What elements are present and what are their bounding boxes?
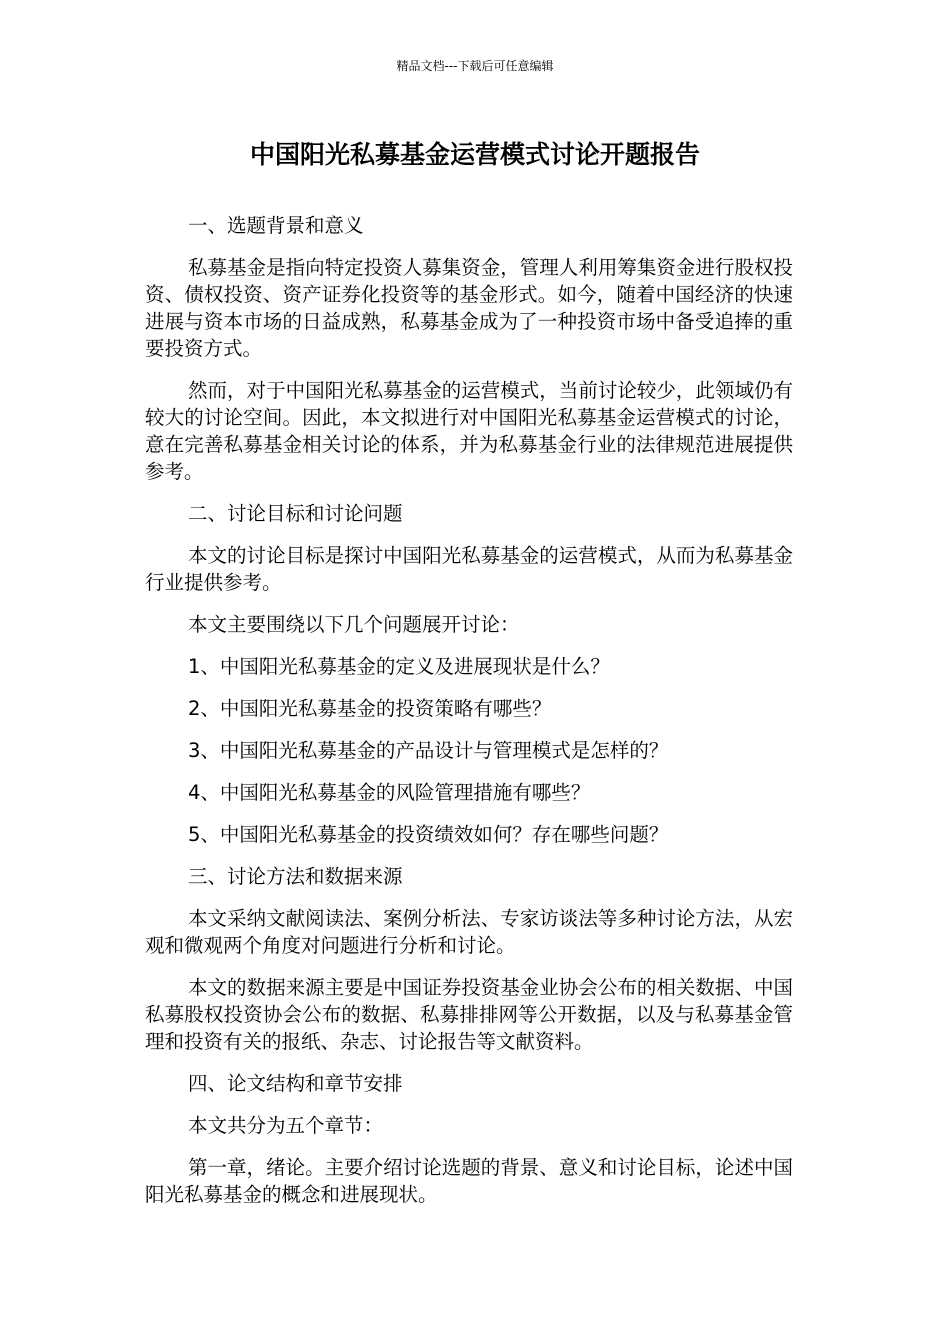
paragraph-methods-2: 本文的数据来源主要是中国证券投资基金业协会公布的相关数据、中国私募股权投资协会公布的数据、私募排排网等公开数据，以及与私募基金管理和投资有关的报纸、杂志、讨论报告等文献资料。 bbox=[145, 976, 793, 1053]
section-heading-structure: 四、论文结构和章节安排 bbox=[188, 1072, 403, 1095]
question-item-2: 2、中国阳光私募基金的投资策略有哪些？ bbox=[188, 697, 552, 720]
question-item-3: 3、中国阳光私募基金的产品设计与管理模式是怎样的？ bbox=[188, 739, 669, 762]
paragraph-structure-2: 第一章，绪论。主要介绍讨论选题的背景、意义和讨论目标，论述中国阳光私募基金的概念和进展现状。 bbox=[145, 1156, 793, 1206]
paragraph-background-2: 然而，对于中国阳光私募基金的运营模式，当前讨论较少，此领域仍有较大的讨论空间。因此，本文拟进行对中国阳光私募基金运营模式的讨论，意在完善私募基金相关讨论的体系，并为私募基金行业的法律规范进展提供参考。 bbox=[145, 379, 793, 483]
header-note: 精品文档---下载后可任意编辑 bbox=[396, 59, 554, 73]
section-heading-background: 一、选题背景和意义 bbox=[188, 214, 364, 237]
question-item-4: 4、中国阳光私募基金的风险管理措施有哪些？ bbox=[188, 781, 591, 804]
paragraph-goals-2: 本文主要围绕以下几个问题展开讨论： bbox=[188, 613, 520, 636]
paragraph-goals-1: 本文的讨论目标是探讨中国阳光私募基金的运营模式，从而为私募基金行业提供参考。 bbox=[145, 544, 793, 594]
document-title: 中国阳光私募基金运营模式讨论开题报告 bbox=[249, 140, 700, 169]
paragraph-structure-1: 本文共分为五个章节： bbox=[188, 1114, 384, 1137]
paragraph-background-1: 私募基金是指向特定投资人募集资金，管理人利用筹集资金进行股权投资、债权投资、资产证券化投资等的基金形式。如今，随着中国经济的快速进展与资本市场的日益成熟，私募基金成为了一种投资市场中备受追捧的重要投资方式。 bbox=[145, 256, 793, 360]
question-item-1: 1、中国阳光私募基金的定义及进展现状是什么？ bbox=[188, 655, 610, 678]
document-body bbox=[145, 212, 793, 1223]
paragraph-methods-1: 本文采纳文献阅读法、案例分析法、专家访谈法等多种讨论方法，从宏观和微观两个角度对问题进行分析和讨论。 bbox=[145, 907, 793, 957]
section-heading-methods: 三、讨论方法和数据来源 bbox=[188, 865, 403, 888]
question-item-5: 5、中国阳光私募基金的投资绩效如何？存在哪些问题？ bbox=[188, 823, 669, 846]
section-heading-goals: 二、讨论目标和讨论问题 bbox=[188, 502, 403, 525]
